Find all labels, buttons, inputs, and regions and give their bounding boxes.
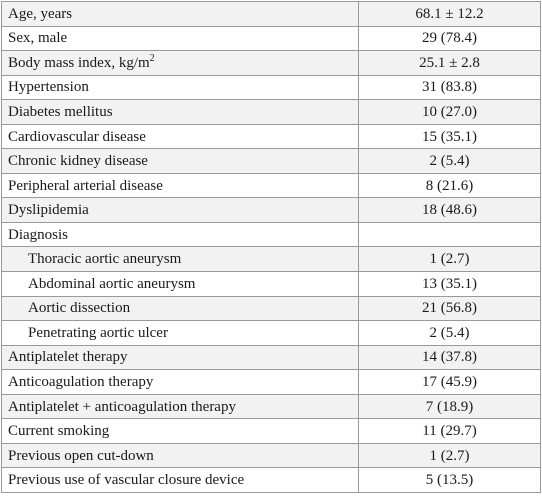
row-label: Dyslipidemia [2, 198, 359, 223]
row-value: 1 (2.7) [359, 443, 541, 468]
row-label: Sex, male [2, 26, 359, 51]
row-label: Abdominal aortic aneurysm [2, 272, 359, 297]
table-row [2, 100, 541, 125]
table-row-section-header [2, 222, 541, 247]
row-value: 15 (35.1) [359, 124, 541, 149]
patient-characteristics-table [1, 1, 541, 493]
table-row [2, 51, 541, 76]
row-value: 13 (35.1) [359, 272, 541, 297]
row-label: Previous use of vascular closure device [2, 468, 359, 493]
row-value: 2 (5.4) [359, 321, 541, 346]
row-label: Antiplatelet + anticoagulation therapy [2, 394, 359, 419]
row-label: Previous open cut-down [2, 443, 359, 468]
row-value: 68.1 ± 12.2 [359, 2, 541, 27]
row-label: Body mass index, kg/m [8, 54, 150, 71]
table-row [2, 198, 541, 223]
row-value [359, 222, 541, 247]
row-label: Penetrating aortic ulcer [2, 321, 359, 346]
table-row [2, 394, 541, 419]
row-label: Current smoking [2, 419, 359, 444]
row-value: 29 (78.4) [359, 26, 541, 51]
row-value: 5 (13.5) [359, 468, 541, 493]
table-row [2, 124, 541, 149]
table-row [2, 2, 541, 27]
table-row [2, 443, 541, 468]
section-label: Diagnosis [2, 222, 359, 247]
row-label: Anticoagulation therapy [2, 370, 359, 395]
row-label: Antiplatelet therapy [2, 345, 359, 370]
table-row [2, 296, 541, 321]
unit-superscript: 2 [149, 52, 155, 64]
table-row [2, 26, 541, 51]
row-value: 7 (18.9) [359, 394, 541, 419]
table-row [2, 247, 541, 272]
row-label: Diabetes mellitus [2, 100, 359, 125]
row-label: Chronic kidney disease [2, 149, 359, 174]
row-label: Age, years [2, 2, 359, 27]
row-value: 2 (5.4) [359, 149, 541, 174]
table-row [2, 370, 541, 395]
table-row [2, 75, 541, 100]
row-value: 8 (21.6) [359, 173, 541, 198]
row-value: 11 (29.7) [359, 419, 541, 444]
table-row [2, 345, 541, 370]
row-label: Hypertension [2, 75, 359, 100]
row-value: 25.1 ± 2.8 [359, 51, 541, 76]
row-value: 17 (45.9) [359, 370, 541, 395]
table-row [2, 173, 541, 198]
table-row [2, 419, 541, 444]
row-label: Aortic dissection [2, 296, 359, 321]
row-label: Thoracic aortic aneurysm [2, 247, 359, 272]
row-value: 18 (48.6) [359, 198, 541, 223]
row-value: 10 (27.0) [359, 100, 541, 125]
table-row [2, 468, 541, 493]
row-value: 14 (37.8) [359, 345, 541, 370]
table-row [2, 321, 541, 346]
row-value: 1 (2.7) [359, 247, 541, 272]
row-label-cell [2, 51, 359, 76]
table-row [2, 149, 541, 174]
row-label: Cardiovascular disease [2, 124, 359, 149]
row-value: 31 (83.8) [359, 75, 541, 100]
row-value: 21 (56.8) [359, 296, 541, 321]
row-label: Peripheral arterial disease [2, 173, 359, 198]
table-row [2, 272, 541, 297]
